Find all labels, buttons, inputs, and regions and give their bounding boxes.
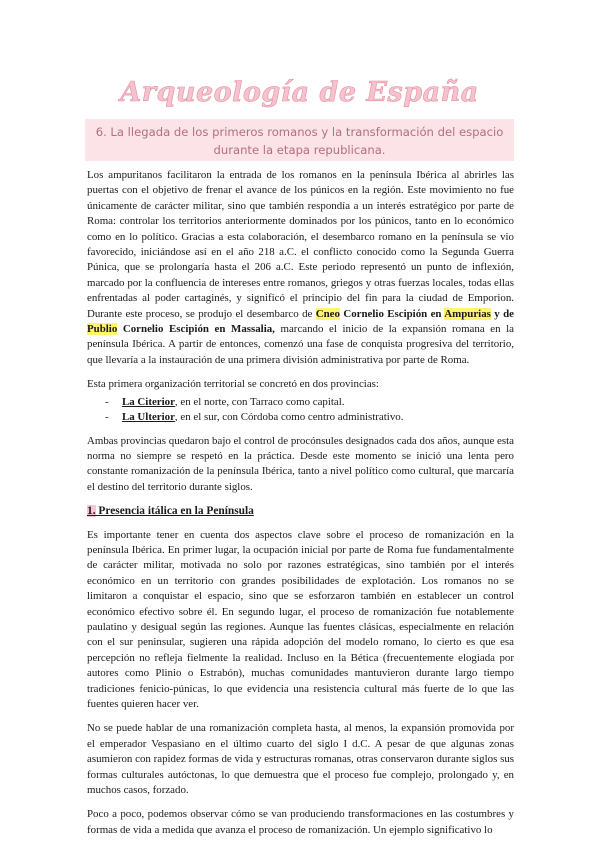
list-item: [87, 410, 514, 425]
bold-text-2: y de: [490, 307, 514, 320]
section-number: 1.: [87, 505, 96, 518]
bold-text-1: Cornelio Escipión en: [339, 307, 445, 320]
section-title: Presencia itálica en la Península: [95, 505, 254, 518]
province-desc: , en el norte, con Tarraco como capital.: [174, 395, 345, 408]
province-name: La Ulterior: [122, 411, 175, 424]
province-desc: , en el sur, con Córdoba como centro administrativo.: [174, 411, 404, 424]
highlight-publio: Publio: [87, 323, 118, 336]
document-body: [87, 168, 514, 847]
provinces-list: [87, 395, 514, 426]
document-title: Arqueología de España: [120, 77, 479, 108]
intro-paragraph-1: [87, 168, 514, 368]
intro-text-a: Los ampuritanos facilitaron la entrada de los romanos en la península Ibérica al abrirles las puertas con el objetivo de frenar el avance de los púnicos en la región. Este movimiento no fue únicamente de carácter militar, sino que también respondía a un interés estratégico por parte de Roma: controlar los territorios anteriormente dominados por los púnicos, tanto en lo económico como en lo político. Gracias a esta colaboración, el desembarco romano en la península se vio favorecido, iniciándose así en el año 218 a.C. el conflicto conocido como la Segunda Guerra Púnica, que se prolongaría hasta el 206 a.C. Este periodo representó un punto de inflexión, marcado por la confluencia de intereses entre romanos, griegos y otras fuerzas locales, todas ellas enfrentadas al poder cartaginés, y significó el principio del fin para la ciudad de Emporion. Durante este proceso, se produjo el desembarco de: [87, 169, 514, 320]
intro-paragraph-2: Esta primera organización territorial se concretó en dos provincias:: [87, 378, 379, 391]
section-heading: [87, 504, 514, 519]
section-paragraph-1: Es importante tener en cuenta dos aspectos clave sobre el proceso de romanización en la península Ibérica. En primer lugar, la ocupación inicial por parte de Roma fue fundamentalmente de carácter militar, motivada no solo por razones estratégicas, sino también por el interés económico en un territorio con grandes posibilidades de explotación. Los romanos no se limitaron a conquistar el espacio, sino que se esforzaron también en establecer un control económico efectivo sobre él. En segundo lugar, el proceso de romanización fue notablemente paulatino y desigual según las regiones. Aunque las fuentes clásicas, especialmente en relación con el sur peninsular, sugieren una rápida adopción del modelo romano, lo cierto es que esa percepción no refleja fielmente la realidad. Incluso en la Bética (frecuentemente elogiada por autores como Plinio o Estrabón), muchas comunidades mantuvieron durante largo tiempo tradiciones fenicio-púnicas, lo que evidencia una resistencia cultural más fuerte de lo que las fuentes quieren hacer ver.: [87, 528, 514, 710]
province-name: La Citerior: [122, 395, 175, 408]
bold-text-3: Cornelio Escipión en Massalia,: [117, 323, 275, 336]
list-item: [87, 395, 514, 410]
list-dash: -: [105, 411, 109, 424]
intro-paragraph-3: Ambas provincias quedaron bajo el control de procónsules designados cada dos años, aunque esta norma no siempre se respetó en la práctica. Desde este momento se inició una lenta pero constante romanización de la península Ibérica, tanto a nivel político como cultural, que marcaría el destino del territorio durante siglos.: [87, 434, 514, 493]
section-paragraph-3: Poco a poco, podemos observar cómo se van produciendo transformaciones en las costumbres y formas de vida a medida que avanza el proceso de romanización. Un ejemplo significativo lo: [87, 808, 514, 836]
list-dash: -: [105, 395, 109, 408]
highlight-cneo: Cneo: [315, 307, 340, 320]
intro-text-b: marcando el inicio de la expansión romana en la península Ibérica. A partir de entonces, comenzó una fase de conquista progresiva del territorio, que llevaría a la instauración de una primera división administrativa por parte de Roma.: [87, 323, 514, 366]
highlight-ampurias: Ampurias: [444, 307, 491, 320]
section-paragraph-2: No se puede hablar de una romanización completa hasta, al menos, la expansión promovida por el emperador Vespasiano en el último cuarto del siglo I d.C. A pesar de que algunas zonas asumieron con rapidez formas de vida y estructuras romanas, otras conservaron durante siglos sus formas culturales autóctonas, lo que demuestra que el proceso fue complejo, prolongado y, en muchos casos, forzado.: [87, 722, 514, 797]
chapter-subtitle: 6. La llegada de los primeros romanos y la transformación del espacio durante la etapa republicana.: [85, 119, 514, 161]
